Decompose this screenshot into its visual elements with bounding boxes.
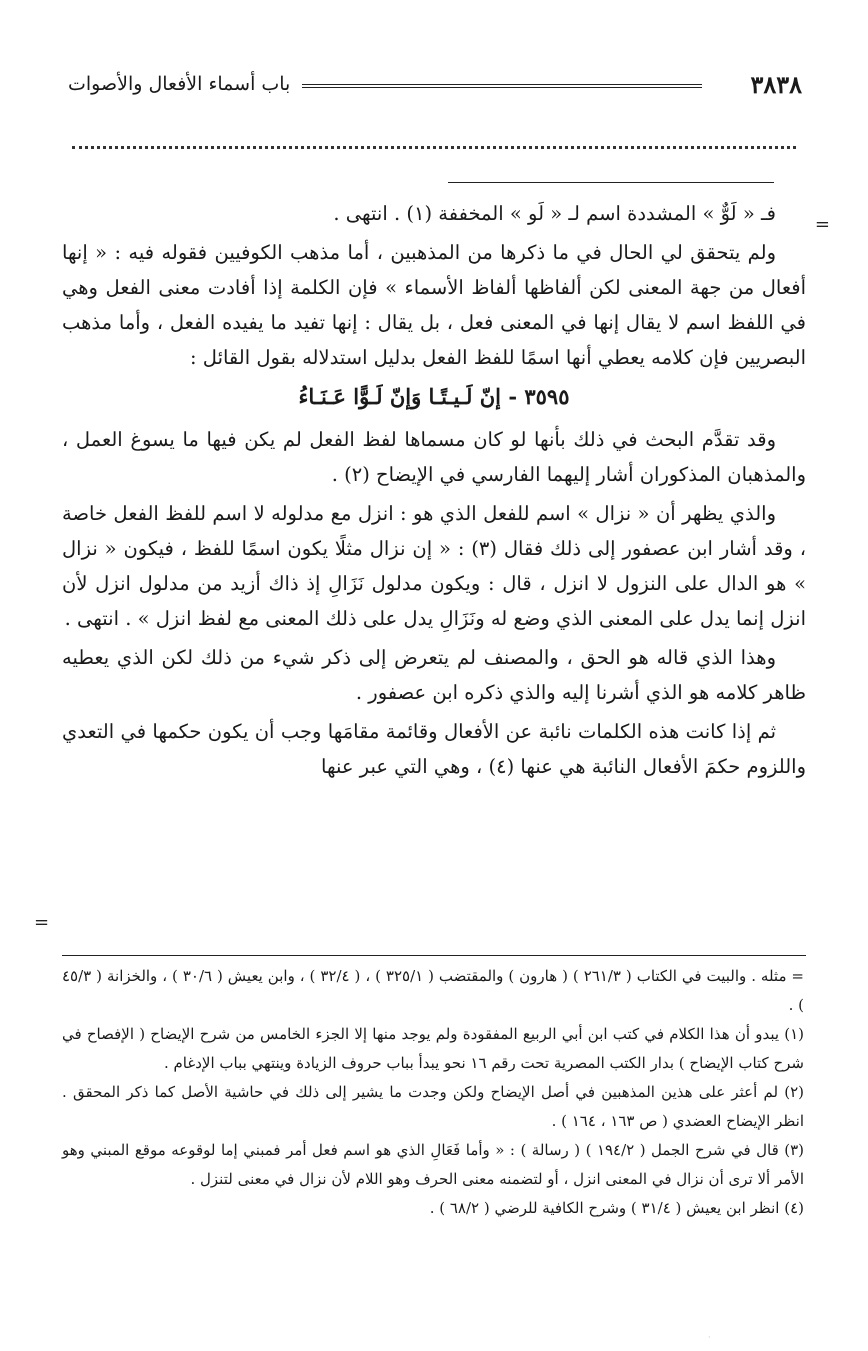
paragraph-5: وهذا الذي قاله هو الحق ، والمصنف لم يتعرض إلى ذكر شيء من ذلك لكن الذي يعطيه ظاهر كلامه هو الذي أشرنا إليه والذي ذكره ابن عصفور . <box>62 646 806 704</box>
paragraph-4: والذي يظهر أن « نزال » اسم للفعل الذي هو : انزل مع مدلوله لا اسم للفظ الفعل خاصة ، وقد أشار ابن عصفور إلى ذلك فقال (٣) : « إن نزال مثلًا يكون اسمًا للفظ ، فيكون « نزال » هو الدال على النزول لا انزل ، قال : ويكون مدلول نَزَالِ إذ ذاك أزيد من مدلول انزل لأن انزل إنما يدل على المعنى الذي وضع له ونَزَالِ يدل على ذلك المعنى مع لفظ انزل » . انتهى . <box>62 502 806 630</box>
continuation-mark-top: = <box>814 214 830 235</box>
top-rule <box>448 182 774 183</box>
footnote-rule <box>62 955 806 956</box>
verse-line: ٣٥٩٥ - إنّ لَـيـتًـا وَإنّ لَـوًّا عَـنَـاءُ <box>298 384 570 409</box>
paragraph-3: وقد تقدَّم البحث في ذلك بأنها لو كان مسماها لفظ الفعل لم يكن فيها ما يسوغ العمل ، والمذهبان المذكوران أشار إليهما الفارسي في الإيضاح (٢) . <box>62 428 806 486</box>
footnote-continued: = مثله . والبيت في الكتاب ( ٢٦١/٣ ) ( هارون ) والمقتضب ( ٣٢٥/١ ) ، ( ٣٢/٤ ) ، وابن يعيش ( ٣٠/٦ ) ، والخزانة ( ٤٥/٣ ) . <box>62 967 804 1014</box>
scan-speck: · <box>708 1333 711 1342</box>
footnote-3: (٣) قال في شرح الجمل ( ١٩٤/٢ ) ( رسالة ) : « وأما فَعَالِ الذي هو اسم فعل أمر فمبني إما لوقوعه موقع المبني وهو الأمر ألا ترى أن نزال في المعنى انزل ، أو لتضمنه معنى الحرف وهو اللام لأن نزال في معنى لتنزل . <box>62 1141 805 1188</box>
page-number: ٣٨٣٨ <box>750 70 802 99</box>
paragraph-2: ولم يتحقق لي الحال في ما ذكرها من المذهبين ، أما مذهب الكوفيين فقوله فيه : « إنها أفعال من جهة المعنى لكن ألفاظها ألفاظ الأسماء » فإن الكلمة إذا أفادت معنى الفعل وهي في اللفظ اسم لا يقال إنها في المعنى فعل ، بل يقال : إنها تفيد ما يفيده الفعل ، وأما مذهب البصريين فإن كلامه يعطي أنها اسمًا للفظ الفعل بدليل استدلاله بقول القائل : <box>62 241 806 369</box>
paragraph-6: ثم إذا كانت هذه الكلمات نائبة عن الأفعال وقائمة مقامَها وجب أن يكون حكمها في التعدي واللزوم حكمَ الأفعال النائبة هي عنها (٤) ، وهي التي عبر عنها <box>62 720 806 778</box>
footnotes <box>62 962 804 1223</box>
footnote-4: (٤) انظر ابن يعيش ( ٣١/٤ ) وشرح الكافية للرضي ( ٦٨/٢ ) . <box>429 1199 804 1217</box>
main-text <box>62 196 806 788</box>
chapter-title: باب أسماء الأفعال والأصوات <box>68 73 291 95</box>
footnote-2: (٢) لم أعثر على هذين المذهبين في أصل الإيضاح ولكن وجدت ما يشير إلى ذلك في حاشية الأصل كما ذكر المحقق . انظر الإيضاح العضدي ( ص ١٦٣ ، ١٦٤ ) . <box>62 1083 804 1130</box>
continuation-mark-bottom: = <box>34 912 50 933</box>
dotted-separator <box>72 146 796 149</box>
footnote-1: (١) يبدو أن هذا الكلام في كتب ابن أبي الربيع المفقودة ولم يوجد منها إلا الجزء الخامس من شرح الإيضاح ( الإفصاح في شرح كتاب الإيضاح ) بدار الكتب المصرية تحت رقم ١٦ نحو يبدأ بباب حروف الزيادة وينتهي بباب الإدغام . <box>62 1025 804 1072</box>
header-rule <box>302 84 702 88</box>
paragraph-1: فـ « لَوٌّ » المشددة اسم لـ « لَو » المخففة (١) . انتهى . <box>333 202 776 225</box>
